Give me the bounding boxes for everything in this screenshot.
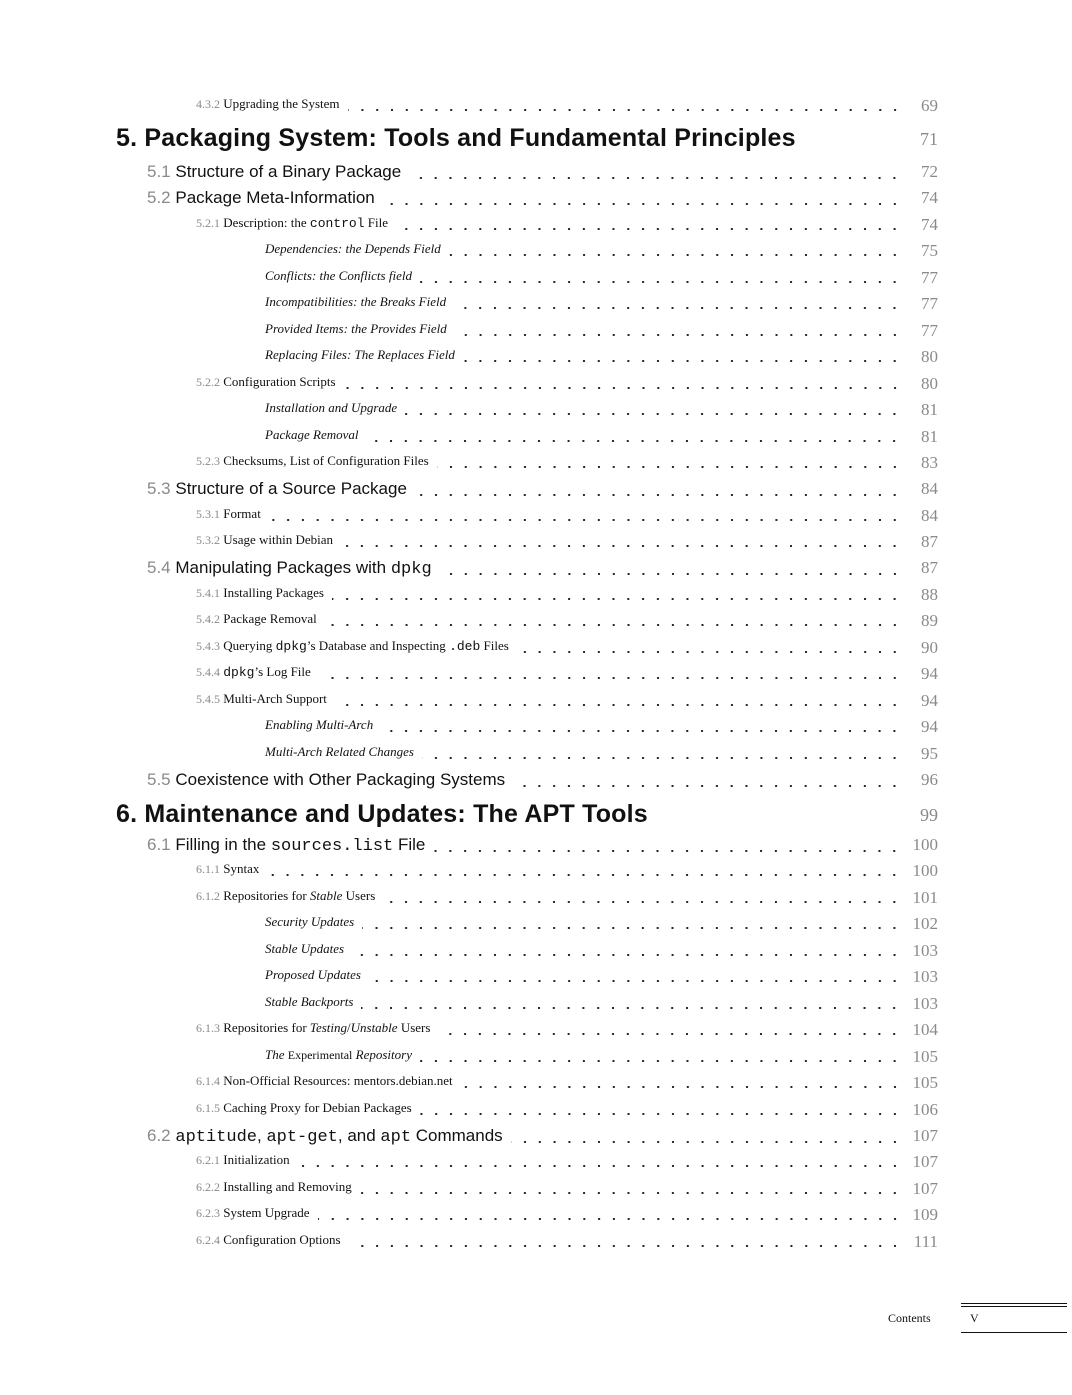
toc-page-number: 74 [921, 188, 938, 207]
toc-entry-text: Incompatibilities: the Breaks Field [265, 294, 447, 309]
toc-entry-number: 5. [116, 124, 138, 152]
toc-entry-title [265, 347, 455, 363]
toc-leader-dots [383, 901, 902, 903]
toc-entry-text: Structure of a Source Package [175, 479, 407, 498]
toc-entry-title [196, 532, 333, 548]
toc-leader-dots [360, 1192, 902, 1194]
toc-page-number: 94 [921, 717, 938, 736]
toc-page-number: 107 [912, 1179, 938, 1198]
toc-entry-text: Commands [411, 1126, 503, 1145]
toc-page-number: 87 [921, 532, 938, 551]
toc-entry-text: dpkg [275, 639, 307, 654]
toc-entry-text: Caching Proxy for Debian Packages [223, 1100, 412, 1115]
toc-entry-text: Coexistence with Other Packaging Systems [175, 770, 506, 789]
toc-entry-text: Replacing Files: The Replaces Field [265, 347, 455, 362]
toc-entry-text: Installing and Removing [223, 1179, 352, 1194]
toc-entry-text: .deb [449, 639, 481, 654]
toc-entry-number: 6.1.5 [196, 1101, 220, 1115]
toc-leader-dots [409, 177, 902, 179]
toc-entry-text: Checksums, List of Configuration Files [223, 453, 429, 468]
toc-page-number: 77 [921, 321, 938, 340]
toc-entry-title [265, 744, 414, 760]
toc-entry-title [196, 1152, 290, 1168]
footer-rule-top [961, 1303, 1067, 1304]
toc-entry-title [196, 638, 509, 654]
toc-entry-text: Filling in the [175, 835, 271, 854]
toc-entry-title [265, 294, 446, 310]
toc-leader-dots [433, 850, 902, 852]
toc-entry-text: Installation and Upgrade [265, 400, 398, 415]
toc-leader-dots [415, 494, 902, 496]
toc-leader-dots [405, 413, 902, 415]
toc-entry-text: Multi-Arch Related Changes [265, 744, 414, 759]
toc-entry-number: 5.2.3 [196, 454, 220, 468]
toc-page-number: 107 [912, 1152, 938, 1171]
toc-entry-text: , and [337, 1126, 381, 1145]
toc-entry-text: Unstable [350, 1020, 398, 1035]
toc-entry-title [265, 967, 361, 983]
toc-entry-text: Package Meta-Information [175, 188, 375, 207]
toc-entry-text: File [393, 835, 426, 854]
toc-entry-text: Initialization [223, 1152, 290, 1167]
toc-entry-text: Upgrading the System [223, 96, 340, 111]
toc-entry-title [265, 717, 373, 733]
toc-entry-text: Description: the [223, 215, 310, 230]
toc-entry-title [265, 400, 397, 416]
toc-entry-title [196, 691, 327, 707]
toc-entry-text: apt [380, 1128, 412, 1147]
toc-page-number: 102 [912, 914, 938, 933]
toc-entry-title [265, 941, 344, 957]
toc-page-number: 96 [921, 770, 938, 789]
toc-entry-text: sources.list [270, 837, 394, 856]
toc-leader-dots [332, 598, 902, 600]
toc-entry-number: 6.1.2 [196, 889, 220, 903]
toc-leader-dots [269, 519, 902, 521]
toc-entry-number: 5.2.2 [196, 375, 220, 389]
toc-entry-text: Experimental [287, 1048, 353, 1062]
toc-entry-number: 6.2.1 [196, 1153, 220, 1167]
toc-entry-text: Non-Official Resources: mentors.debian.net [223, 1073, 453, 1088]
toc-entry-text: , [257, 1126, 267, 1145]
toc-page-number: 74 [921, 215, 938, 234]
toc-entry-number: 6.1.1 [196, 862, 220, 876]
toc-entry-text: Repositories for [223, 888, 310, 903]
toc-entry-number: 5.3 [147, 479, 171, 498]
toc-entry-text: Syntax [223, 861, 260, 876]
toc-entry-number: 5.3.1 [196, 507, 220, 521]
toc-entry-number: 5.4.3 [196, 639, 220, 653]
toc-entry-text: Repositories for [223, 1020, 310, 1035]
toc-entry-title [196, 664, 311, 680]
toc-entry-title [196, 453, 429, 469]
toc-entry-title [196, 1100, 412, 1116]
toc-entry-text: Enabling Multi-Arch [265, 717, 374, 732]
footer-rule-top-double [961, 1306, 1067, 1307]
toc-entry-text: Multi-Arch Support [223, 691, 327, 706]
toc-page-number: 84 [921, 479, 938, 498]
toc-entry-text: Installing Packages [223, 585, 324, 600]
toc-entry-number: 5.4.1 [196, 586, 220, 600]
toc-entry-number: 6.1 [147, 835, 171, 854]
toc-entry-text: / [347, 1020, 351, 1035]
toc-entry-title [116, 124, 796, 153]
toc-page-number: 84 [921, 506, 938, 525]
footer-rule-bottom [961, 1332, 1067, 1333]
toc-entry-number: 5.2 [147, 188, 171, 207]
toc-page-number: 72 [921, 162, 938, 181]
toc-entry-text: ’s Log File [254, 664, 311, 679]
toc-page-number: 100 [912, 835, 938, 854]
toc-entry-text: Security Updates [265, 914, 355, 929]
toc-leader-dots [461, 1086, 902, 1088]
toc-entry-title [147, 162, 401, 182]
toc-page-number: 80 [921, 374, 938, 393]
toc-leader-dots [352, 954, 902, 956]
toc-entry-text: aptitude [175, 1128, 257, 1147]
toc-page-number: 94 [921, 691, 938, 710]
toc-leader-dots [438, 1033, 902, 1035]
toc-leader-dots [319, 677, 902, 679]
toc-entry-title [265, 321, 447, 337]
toc-page-number: 94 [921, 664, 938, 683]
toc-leader-dots [455, 334, 902, 336]
toc-entry-title [196, 215, 388, 231]
toc-leader-dots [341, 545, 902, 547]
toc-entry-title [196, 506, 261, 522]
toc-leader-dots [362, 927, 902, 929]
toc-page-number: 105 [912, 1047, 938, 1066]
toc-entry-title [196, 888, 375, 904]
toc-page-number: 89 [921, 611, 938, 630]
toc-entry-title [147, 479, 407, 499]
toc-entry-text: Maintenance and Updates: The APT Tools [144, 800, 648, 828]
toc-page-number: 69 [921, 96, 938, 115]
toc-entry-text: System Upgrade [223, 1205, 310, 1220]
toc-entry-number: 6. [116, 800, 138, 828]
toc-page-number: 103 [912, 967, 938, 986]
toc-page-number: 81 [921, 427, 938, 446]
toc-page-number: 99 [920, 805, 938, 825]
toc-entry-number: 5.1 [147, 162, 171, 181]
toc-entry-text: control [309, 216, 365, 231]
toc-entry-title [196, 1205, 310, 1221]
toc-entry-title [196, 1020, 430, 1036]
toc-page-number: 90 [921, 638, 938, 657]
toc-leader-dots [437, 466, 902, 468]
toc-entry-title [265, 241, 441, 257]
toc-leader-dots [348, 109, 902, 111]
toc-leader-dots [513, 785, 902, 787]
toc-page-number: 103 [912, 941, 938, 960]
toc-entry-number: 5.4.2 [196, 612, 220, 626]
toc-entry-title [147, 770, 505, 790]
toc-entry-number: 4.3.2 [196, 97, 220, 111]
toc-leader-dots [396, 228, 902, 230]
toc-entry-number: 5.5 [147, 770, 171, 789]
toc-leader-dots [420, 281, 902, 283]
toc-page-number: 81 [921, 400, 938, 419]
toc-page-number: 105 [912, 1073, 938, 1092]
toc-entry-title [196, 96, 340, 112]
toc-leader-dots [517, 651, 902, 653]
toc-leader-dots [369, 980, 902, 982]
toc-entry-text: Package Removal [265, 427, 359, 442]
toc-leader-dots [422, 757, 902, 759]
toc-entry-number: 6.2.3 [196, 1206, 220, 1220]
toc-page-number: 101 [912, 888, 938, 907]
toc-leader-dots [335, 704, 902, 706]
footer-page-number: V [970, 1311, 979, 1325]
toc-entry-number: 5.4 [147, 558, 171, 577]
toc-entry-text: Testing [309, 1020, 347, 1035]
toc-entry-number: 5.4.5 [196, 692, 220, 706]
toc-leader-dots [440, 573, 902, 575]
toc-leader-dots [511, 1141, 902, 1143]
toc-entry-text: Stable Updates [265, 941, 345, 956]
toc-page-number: 88 [921, 585, 938, 604]
toc-leader-dots [381, 730, 902, 732]
toc-entry-title [196, 1073, 453, 1089]
toc-entry-title [265, 994, 353, 1010]
toc-entry-text: Structure of a Binary Package [175, 162, 402, 181]
toc-entry-number: 6.2.2 [196, 1180, 220, 1194]
toc-entry-title [196, 585, 324, 601]
toc-leader-dots [366, 440, 902, 442]
toc-leader-dots [463, 360, 902, 362]
toc-entry-text: File [364, 215, 388, 230]
toc-entry-text: Repository [352, 1047, 412, 1062]
toc-page-number: 77 [921, 268, 938, 287]
toc-entry-title [265, 914, 354, 930]
toc-entry-title [196, 861, 259, 877]
toc-entry-title [147, 188, 375, 208]
toc-leader-dots [267, 874, 902, 876]
toc-page-number: 109 [912, 1205, 938, 1224]
toc-entry-text: Usage within Debian [223, 532, 334, 547]
toc-entry-number: 5.4.4 [196, 665, 220, 679]
toc-entry-text: apt-get [266, 1128, 338, 1147]
toc-entry-text: Users [397, 1020, 431, 1035]
toc-leader-dots [325, 624, 902, 626]
toc-page-number: 71 [920, 129, 938, 149]
toc-leader-dots [383, 203, 902, 205]
toc-leader-dots [420, 1113, 902, 1115]
toc-entry-text: Proposed Updates [265, 967, 361, 982]
toc-entry-title [196, 611, 317, 627]
toc-entry-text: Users [342, 888, 376, 903]
toc-leader-dots [349, 1245, 902, 1247]
toc-page-number: 107 [912, 1126, 938, 1145]
toc-entry-title [265, 427, 358, 443]
toc-page-number: 95 [921, 744, 938, 763]
toc-entry-text: dpkg [390, 560, 432, 579]
toc-entry-title [196, 1232, 341, 1248]
toc-page-number: 77 [921, 294, 938, 313]
toc-entry-number: 6.2 [147, 1126, 171, 1145]
toc-entry-title [147, 1126, 503, 1147]
toc-entry-text: Dependencies: the Depends Field [265, 241, 441, 256]
toc-entry-text: ’s Database and Inspecting [306, 638, 450, 653]
toc-entry-title [265, 1047, 412, 1063]
toc-entry-text: Format [223, 506, 261, 521]
toc-page-number: 106 [912, 1100, 938, 1119]
toc-entry-text: Querying [223, 638, 276, 653]
toc-page-number: 80 [921, 347, 938, 366]
toc-entry-title [265, 268, 412, 284]
toc-leader-dots [454, 307, 902, 309]
toc-leader-dots [344, 387, 902, 389]
toc-page-number: 100 [912, 861, 938, 880]
toc-page-number: 75 [921, 241, 938, 260]
toc-entry-title [147, 558, 432, 579]
toc-leader-dots [318, 1218, 902, 1220]
toc-entry-number: 6.1.3 [196, 1021, 220, 1035]
toc-entry-title [116, 800, 648, 829]
toc-page-number: 87 [921, 558, 938, 577]
toc-entry-number: 6.2.4 [196, 1233, 220, 1247]
toc-entry-title [196, 374, 336, 390]
toc-page-number: 103 [912, 994, 938, 1013]
toc-page-number: 83 [921, 453, 938, 472]
toc-leader-dots [361, 1007, 902, 1009]
toc-entry-text: Packaging System: Tools and Fundamental Principles [144, 124, 796, 152]
footer-label: Contents [888, 1311, 931, 1325]
toc-entry-text: Files [480, 638, 509, 653]
toc-entry-text: Manipulating Packages with [175, 558, 391, 577]
toc-entry-text: Configuration Options [223, 1232, 341, 1247]
toc-entry-text: The [265, 1047, 288, 1062]
toc-entry-text: Provided Items: the Provides Field [265, 321, 447, 336]
toc-entry-text: Stable [309, 888, 343, 903]
toc-entry-number: 5.2.1 [196, 216, 220, 230]
toc-entry-text: Configuration Scripts [223, 374, 336, 389]
toc-entry-number: 5.3.2 [196, 533, 220, 547]
toc-entry-title [147, 835, 425, 856]
toc-entry-text: dpkg [223, 665, 255, 680]
toc-page-number: 111 [913, 1232, 938, 1251]
toc-entry-title [196, 1179, 352, 1195]
toc-entry-number: 6.1.4 [196, 1074, 220, 1088]
toc-leader-dots [298, 1165, 902, 1167]
toc-leader-dots [449, 254, 902, 256]
toc-entry-text: Stable Backports [265, 994, 354, 1009]
toc-entry-text: Conflicts: the Conflicts field [265, 268, 412, 283]
toc-entry-text: Package Removal [223, 611, 317, 626]
toc-page-number: 104 [912, 1020, 938, 1039]
toc-leader-dots [420, 1060, 902, 1062]
